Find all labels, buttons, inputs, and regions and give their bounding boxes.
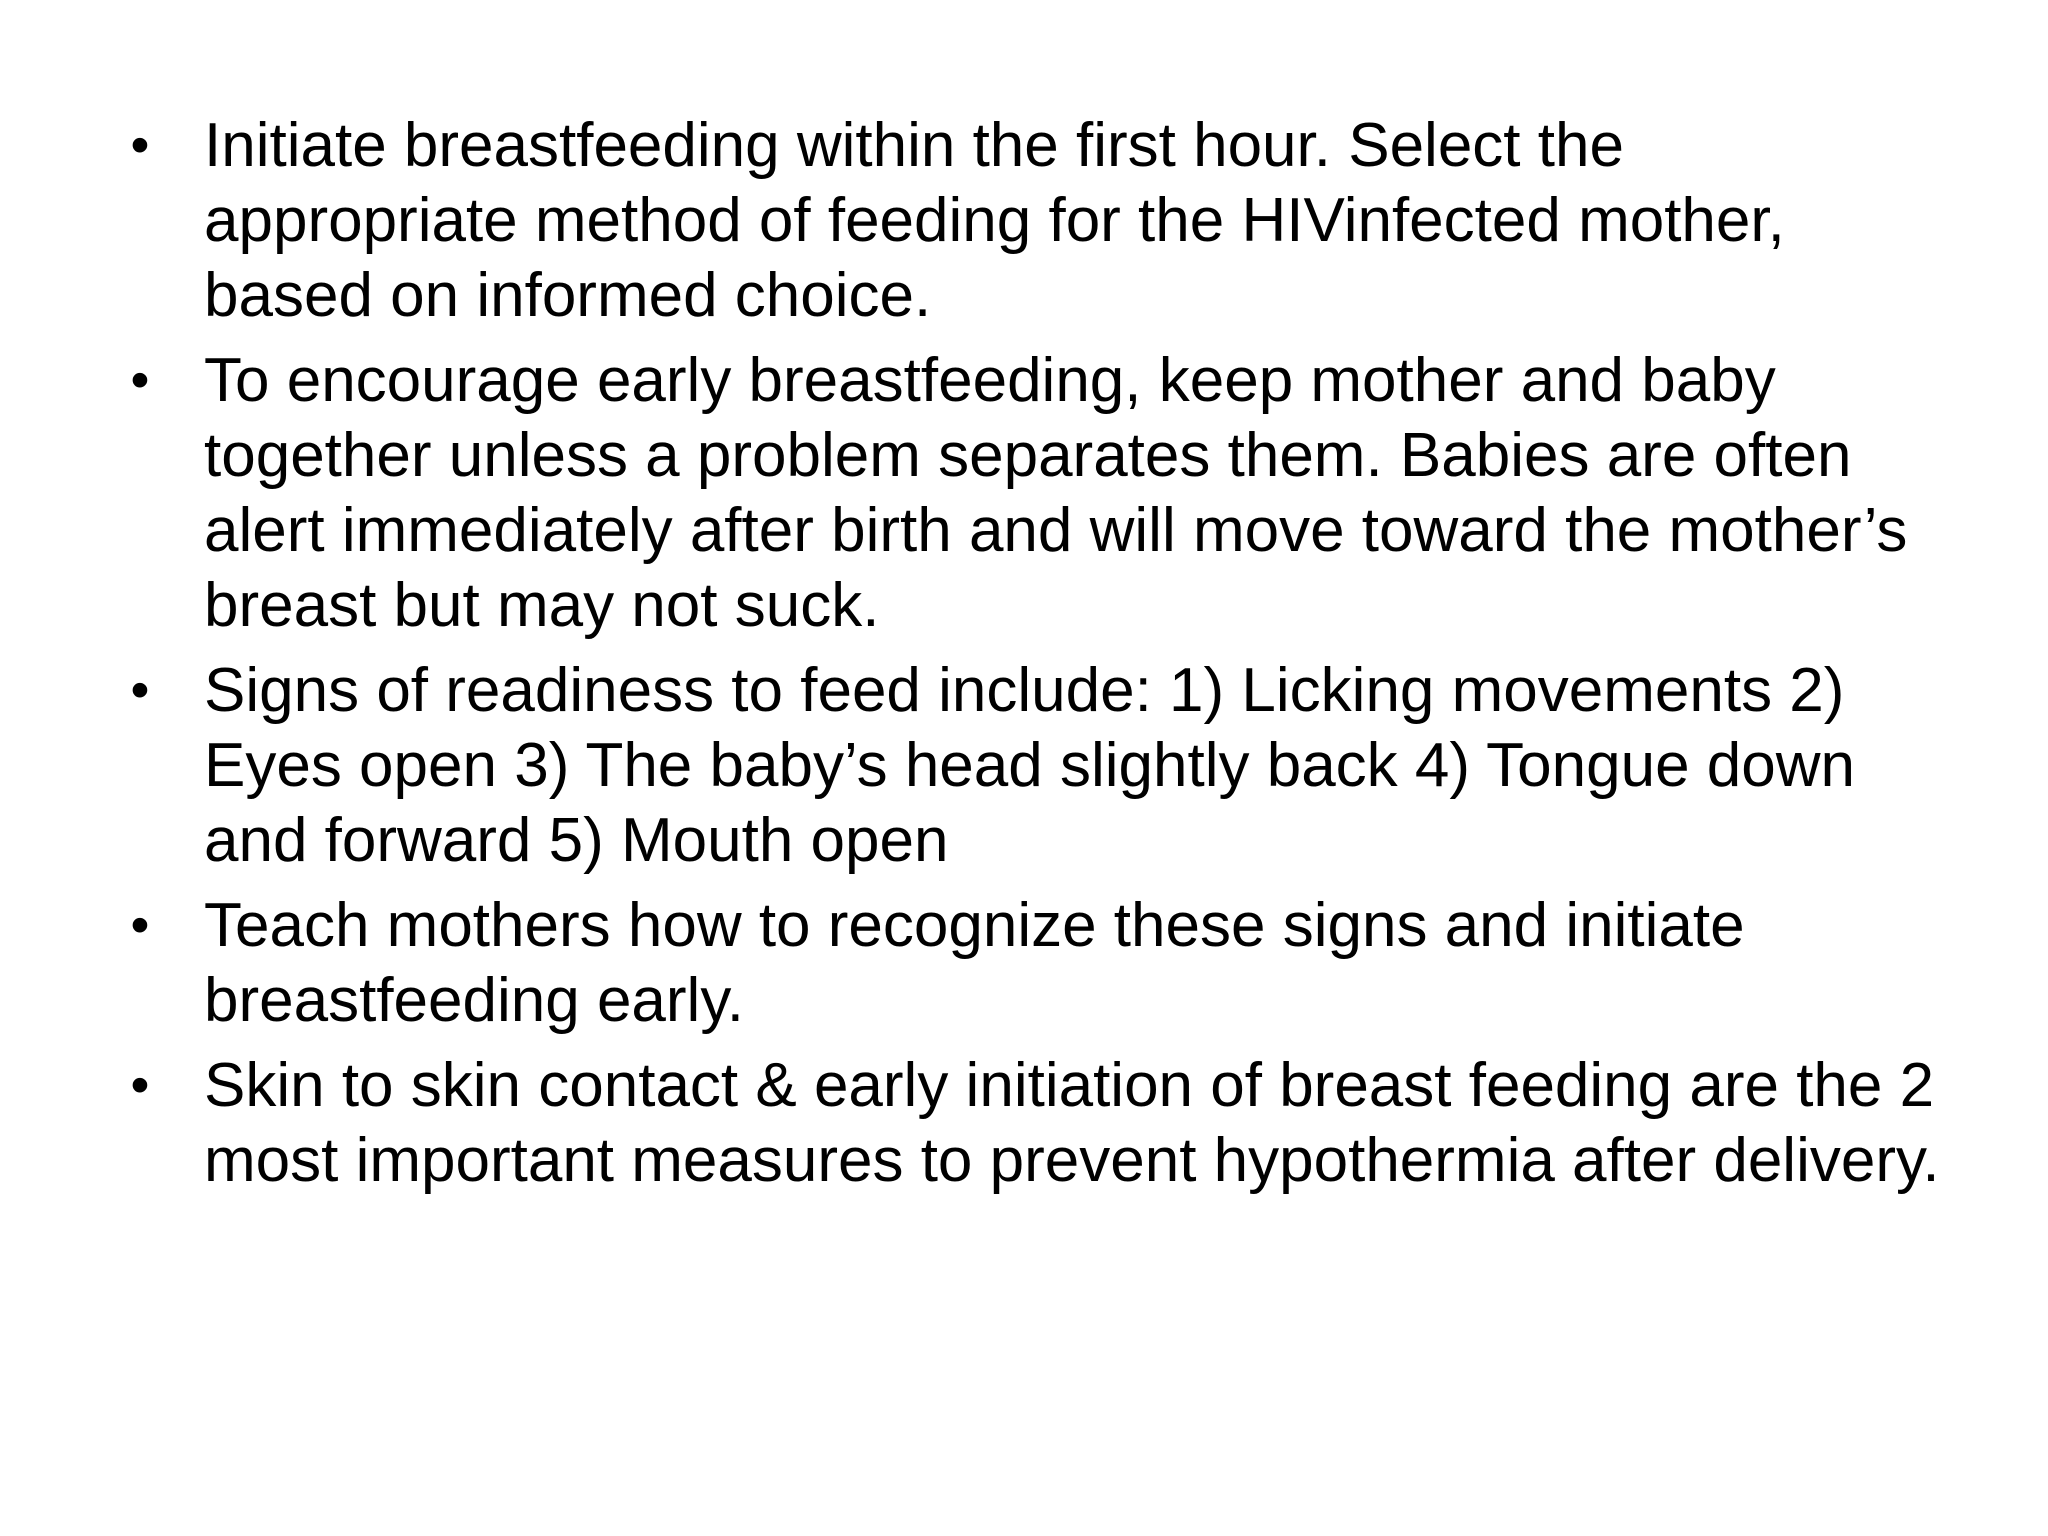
- bullet-list: [120, 108, 1950, 1208]
- bullet-item: [120, 343, 1950, 643]
- bullet-text: Initiate breastfeeding within the first hour. Select the appropriate method of feeding for the HIVinfected mother, based on informed choice.: [204, 111, 1785, 330]
- bullet-item: [120, 108, 1950, 333]
- bullet-icon: •: [130, 895, 150, 955]
- bullet-icon: •: [130, 115, 150, 175]
- bullet-text: To encourage early breastfeeding, keep mother and baby together unless a problem separates them. Babies are often alert immediately after birth and will move toward the mother’s breast but may not suck.: [204, 346, 1908, 640]
- bullet-icon: •: [130, 1055, 150, 1115]
- bullet-icon: •: [130, 350, 150, 410]
- bullet-item: [120, 653, 1950, 878]
- bullet-item: [120, 888, 1950, 1038]
- bullet-item: [120, 1048, 1950, 1198]
- bullet-icon: •: [130, 660, 150, 720]
- bullet-text: Skin to skin contact & early initiation of breast feeding are the 2 most important measures to prevent hypothermia after delivery.: [204, 1051, 1940, 1195]
- bullet-text: Signs of readiness to feed include: 1) Licking movements 2) Eyes open 3) The baby’s head slightly back 4) Tongue down and forward 5) Mouth open: [204, 656, 1855, 875]
- bullet-text: Teach mothers how to recognize these signs and initiate breastfeeding early.: [204, 891, 1745, 1035]
